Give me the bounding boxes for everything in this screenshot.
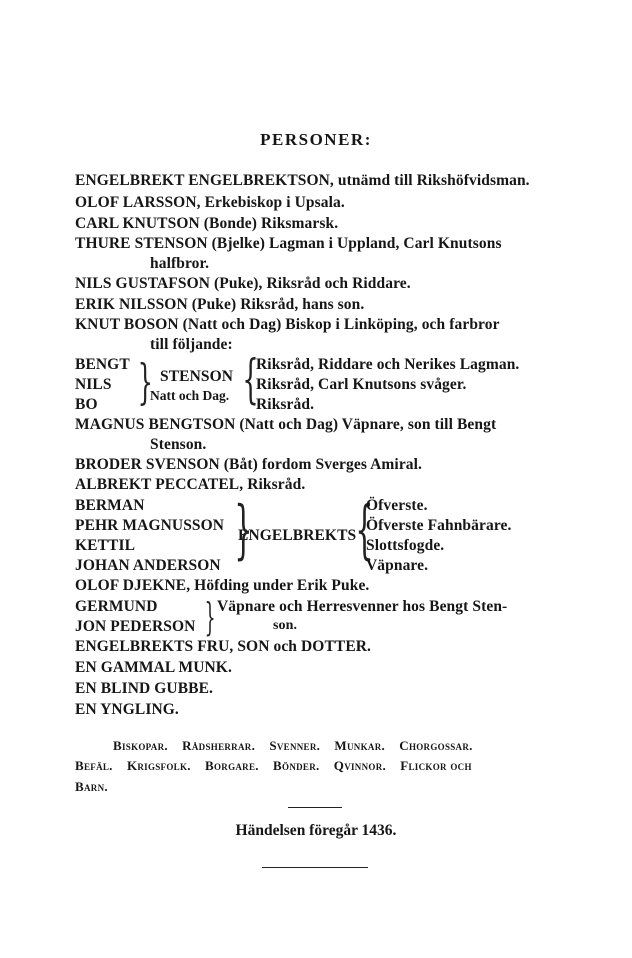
character-description: (Puke) Riksråd, hans son. [191, 296, 365, 313]
group-role: Öfverste. [366, 497, 428, 514]
character-description: Riksråd. [247, 476, 306, 493]
cast-entry: EN GAMMAL MUNK. [75, 659, 232, 676]
cast-entry [75, 456, 422, 474]
left-brace: } [137, 354, 153, 410]
group-item: Flickor och [400, 758, 472, 773]
cast-entry [75, 215, 338, 233]
character-description: (Puke), Riksråd och Riddare. [214, 275, 411, 292]
character-description: (Bjelke) Lagman i Uppland, Carl Knutsons [211, 235, 502, 252]
group-role: Riksråd. [256, 396, 315, 413]
setting-note: Händelsen föregår 1436. [235, 822, 397, 839]
group-surname: STENSON [160, 368, 234, 385]
group-role: Väpnare. [366, 557, 429, 574]
groups-line [75, 758, 472, 774]
group-role: Riksråd, Carl Knutsons svåger. [256, 376, 467, 393]
cast-entry [75, 235, 502, 253]
group-item: Bönder. [273, 758, 320, 773]
right-brace: { [355, 493, 374, 567]
group-member-name: NILS [75, 376, 112, 393]
cast-entry [75, 316, 500, 334]
cast-entry [75, 416, 496, 434]
description-continuation: till följande: [150, 336, 233, 353]
group-role: Öfverste Fahnbärare. [366, 517, 512, 534]
cast-entry [75, 275, 411, 293]
character-name: ERIK NILSSON [75, 296, 188, 313]
cast-entry [75, 476, 305, 494]
right-brace: { [242, 350, 259, 410]
group-role: Slottsfogde. [366, 537, 445, 554]
character-name: OLOF LARSSON, [75, 194, 201, 211]
group-item: Qvinnor. [333, 758, 387, 773]
character-description: Höfding under Erik Puke. [194, 577, 370, 594]
group-label: ENGELBREKTS [238, 527, 357, 544]
character-description: Erkebiskop i Upsala. [204, 194, 345, 211]
group-member-name: KETTIL [75, 537, 136, 554]
cast-entry: EN YNGLING. [75, 701, 179, 718]
group-member-name: GERMUND [75, 598, 158, 615]
character-name: THURE STENSON [75, 235, 208, 252]
brace: } [204, 595, 216, 639]
cast-entry [75, 194, 345, 212]
character-description: (Bonde) Riksmarsk. [203, 215, 339, 232]
description-continuation: halfbror. [150, 255, 210, 272]
character-description: utnämd till Rikshöfvidsman. [337, 172, 530, 189]
character-description: (Natt och Dag) Biskop i Linköping, och farbror [182, 316, 500, 333]
divider [262, 867, 368, 868]
group-member-name: BERMAN [75, 497, 145, 514]
character-name: BRODER SVENSON [75, 456, 220, 473]
group-member-name: PEHR MAGNUSSON [75, 517, 225, 534]
cast-entry [75, 172, 530, 190]
group-item: Borgare. [205, 758, 259, 773]
cast-entry [75, 296, 364, 314]
group-item: Befäl. [75, 758, 113, 773]
groups-line [113, 738, 473, 754]
character-description: (Natt och Dag) Väpnare, son till Bengt [239, 416, 497, 433]
group-description: Väpnare och Herresvenner hos Bengt Sten- [217, 598, 508, 615]
group-member-name: JOHAN ANDERSON [75, 557, 221, 574]
page-title: PERSONER: [260, 130, 372, 149]
group-member-name: BENGT [75, 356, 130, 373]
group-item: Barn. [75, 779, 108, 794]
character-name: CARL KNUTSON [75, 215, 200, 232]
group-item: Munkar. [334, 738, 386, 753]
group-item: Krigsfolk. [126, 758, 191, 773]
group-item: Biskopar. [113, 738, 168, 753]
group-member-name: BO [75, 396, 98, 413]
group-description: son. [273, 618, 298, 633]
group-item: Svenner. [269, 738, 321, 753]
group-role: Riksråd, Riddare och Nerikes Lagman. [256, 356, 520, 373]
description-continuation: Stenson. [150, 436, 207, 453]
character-name: ALBREKT PECCATEL, [75, 476, 244, 493]
character-name: NILS GUSTAFSON [75, 275, 211, 292]
cast-entry [75, 577, 369, 595]
cast-entry: EN BLIND GUBBE. [75, 680, 214, 697]
cast-entry: ENGELBREKTS FRU, SON och DOTTER. [75, 638, 372, 655]
group-item: Rådsherrar. [182, 738, 256, 753]
character-name: ENGELBREKT ENGELBREKTSON, [75, 172, 334, 189]
group-item: Chorgossar. [399, 738, 473, 753]
divider [288, 807, 342, 808]
character-name: MAGNUS BENGTSON [75, 416, 236, 433]
group-member-name: JON PEDERSON [75, 618, 196, 635]
character-name: OLOF DJEKNE, [75, 577, 191, 594]
group-family: Natt och Dag. [150, 388, 230, 403]
character-name: KNUT BOSON [75, 316, 179, 333]
left-brace: } [234, 493, 253, 567]
character-description: (Båt) fordom Sverges Amiral. [223, 456, 423, 473]
